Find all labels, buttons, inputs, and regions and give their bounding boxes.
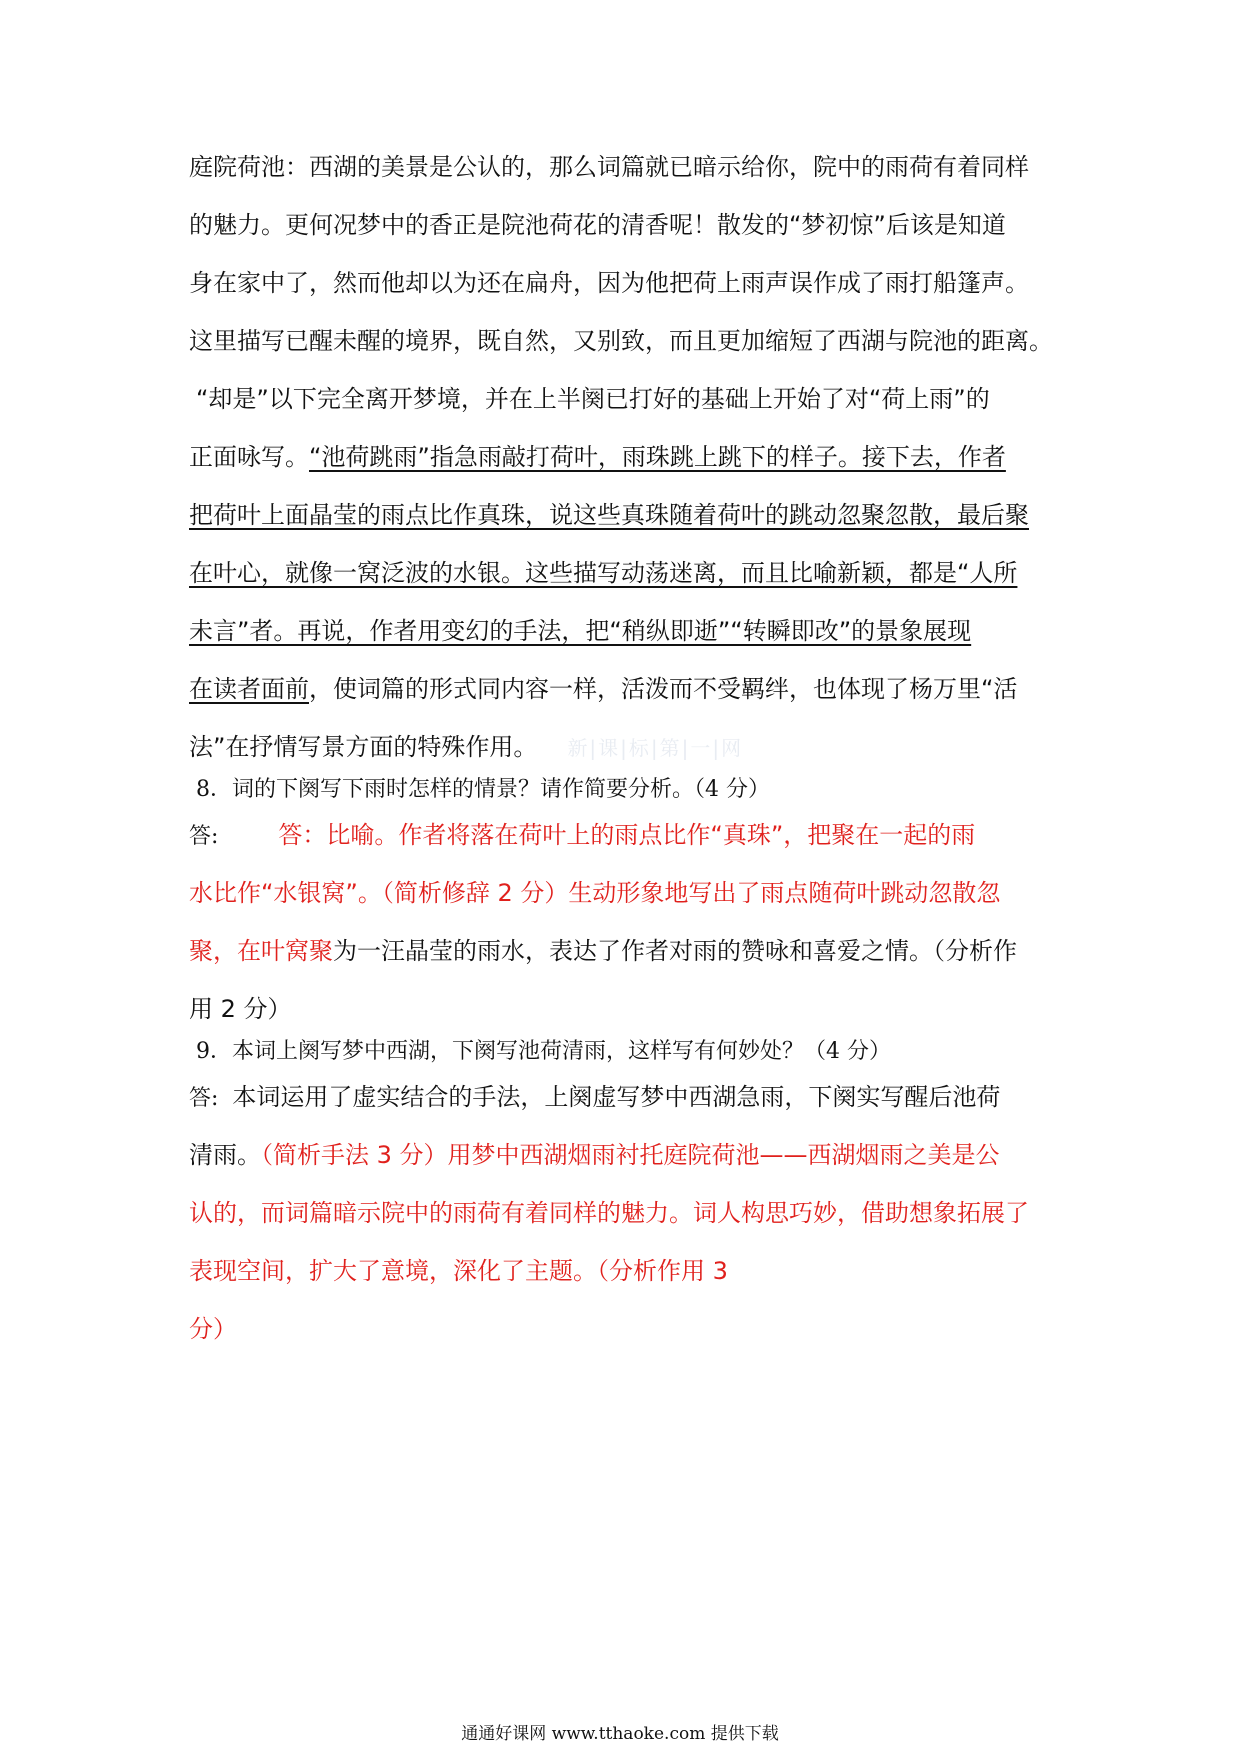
answer-8-line xyxy=(189,820,975,852)
answer-8-line: 用 2 分） xyxy=(189,995,292,1023)
paragraph-line xyxy=(189,732,743,763)
text-underlined: 在读者面前 xyxy=(189,675,309,703)
paragraph-line: 身在家中了，然而他却以为还在扁舟，因为他把荷上雨声误作成了雨打船篷声。 xyxy=(189,269,1029,297)
answer-label: 答: xyxy=(189,1086,219,1111)
paragraph-line: 庭院荷池：西湖的美景是公认的，那么词篇就已暗示给你，院中的雨荷有着同样 xyxy=(189,153,1029,181)
answer-9-line: 认的，而词篇暗示院中的雨荷有着同样的魅力。词人构思巧妙，借助想象拓展了 xyxy=(189,1199,1029,1227)
answer-text-red: （简析手法 3 分）用梦中西湖烟雨衬托庭院荷池——西湖烟雨之美是公 xyxy=(261,1141,1000,1169)
answer-text-red: 答：比喻。作者将落在荷叶上的雨点比作“真珠”，把聚在一起的雨 xyxy=(278,821,976,849)
answer-8-line: 水比作“水银窝”。（简析修辞 2 分）生动形象地写出了雨点随荷叶跳动忽散忽 xyxy=(189,879,1001,907)
question-9: 9．本词上阕写梦中西湖，下阕写池荷清雨，这样写有何妙处？（4 分） xyxy=(196,1039,891,1064)
text-plain: ，使词篇的形式同内容一样，活泼而不受羁绊，也体现了杨万里“活 xyxy=(309,675,1018,703)
underlined-line: 未言”者。再说，作者用变幻的手法，把“稍纵即逝”“转瞬即改”的景象展现 xyxy=(189,617,972,645)
underlined-line: 把荷叶上面晶莹的雨点比作真珠，说这些真珠随着荷叶的跳动忽聚忽散，最后聚 xyxy=(189,501,1029,529)
answer-text: 清雨。 xyxy=(189,1141,261,1169)
answer-text: 本词运用了虚实结合的手法，上阕虚写梦中西湖急雨，下阕实写醒后池荷 xyxy=(232,1083,1001,1111)
watermark: 新|课|标|第|一|网 xyxy=(567,736,744,760)
paragraph-line: 的魅力。更何况梦中的香正是院池荷花的清香呢！散发的“梦初惊”后该是知道 xyxy=(189,211,1006,239)
answer-9-line xyxy=(189,1082,1000,1114)
answer-9-line xyxy=(189,1140,1000,1170)
text-underlined: “池荷跳雨”指急雨敲打荷叶，雨珠跳上跳下的样子。接下去，作者 xyxy=(309,443,1006,471)
paragraph-line xyxy=(189,442,1006,472)
answer-9-line: 表现空间，扩大了意境，深化了主题。（分析作用 3 xyxy=(189,1257,728,1285)
answer-label: 答: xyxy=(189,824,219,849)
answer-8-line xyxy=(189,936,1017,966)
answer-text: 为一汪晶莹的雨水，表达了作者对雨的赞咏和喜爱之情。（分析作 xyxy=(333,937,1017,965)
answer-9-line: 分） xyxy=(189,1315,237,1343)
underlined-line: 在叶心，就像一窝泛波的水银。这些描写动荡迷离，而且比喻新颖，都是“人所 xyxy=(189,559,1018,587)
paragraph-line xyxy=(189,674,1017,704)
question-8: 8．词的下阕写下雨时怎样的情景？请作简要分析。（4 分） xyxy=(196,777,770,802)
paragraph-line: “却是”以下完全离开梦境，并在上半阕已打好的基础上开始了对“荷上雨”的 xyxy=(196,385,990,413)
text-plain: 正面咏写。 xyxy=(189,443,309,471)
paragraph-line: 这里描写已醒未醒的境界，既自然，又别致，而且更加缩短了西湖与院池的距离。 xyxy=(189,327,1053,355)
text-plain: 法”在抒情写景方面的特殊作用。 xyxy=(189,733,538,761)
footer: 通通好课网 www.tthaoke.com 提供下载 xyxy=(461,1724,779,1744)
answer-text-red: 聚，在叶窝聚 xyxy=(189,937,333,965)
